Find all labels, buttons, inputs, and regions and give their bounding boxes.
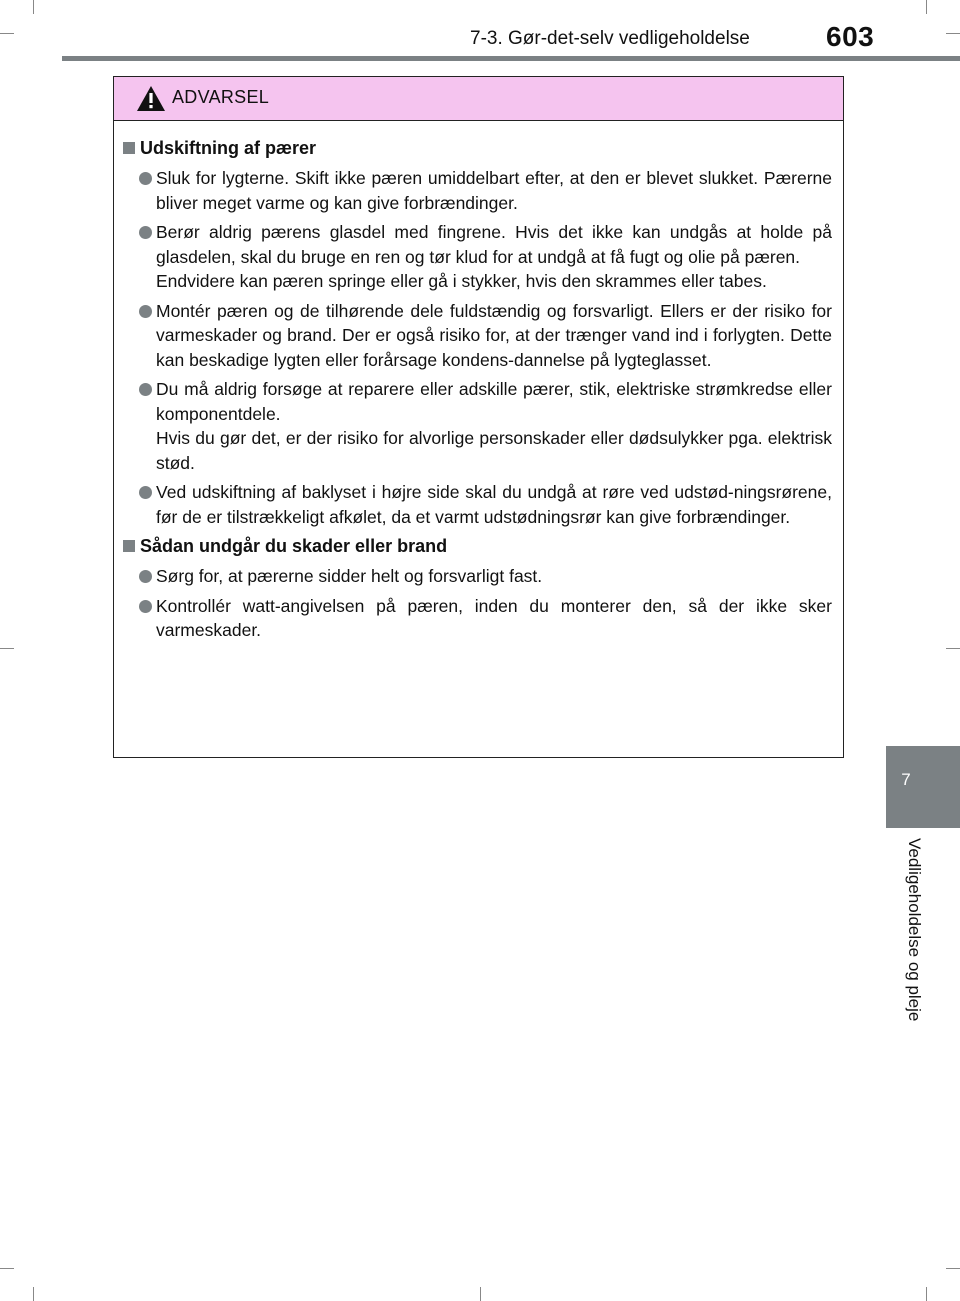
list-item (114, 377, 843, 475)
list-item (114, 220, 843, 294)
section-title: 7-3. Gør-det-selv vedligeholdelse (470, 28, 750, 49)
list-item-text: Berør aldrig pærens glasdel med fingrene. Hvis det ikke kan undgås at holde på glasdelen, skal du bruge en ren og tør klud for at undgå at få fugt og olie på pæren. (156, 222, 832, 267)
list-item-text: Kontrollér watt-angivelsen på pæren, inden du monterer den, så der ikke sker varmeskader. (156, 595, 832, 640)
list-item-text: Du må aldrig forsøge at reparere eller adskille pærer, stik, elektriske strømkredse eller komponentdele. (156, 379, 832, 424)
crop-mark (33, 1287, 34, 1301)
list-item-text: Montér pæren og de tilhørende dele fuldstændig og forsvarligt. Ellers er der risiko for varmeskader og brand. Der er også risiko for, at der trænger vand ind i forlygten. Dette kan beskadige lygten eller forårsage kondens-dannelse på lygteglasset. (156, 300, 832, 370)
crop-mark (0, 648, 14, 649)
header-rule (62, 56, 960, 61)
round-bullet-icon (139, 570, 152, 583)
crop-mark (926, 0, 927, 14)
chapter-number: 7 (901, 770, 911, 789)
crop-mark (946, 1268, 960, 1269)
list-item (114, 564, 843, 589)
crop-mark (946, 33, 960, 34)
round-bullet-icon (139, 172, 152, 185)
crop-mark (0, 1268, 14, 1269)
warning-section (114, 135, 843, 529)
list-item-text: Sørg for, at pærerne sidder helt og forsvarligt fast. (156, 566, 543, 586)
section-heading (114, 135, 843, 161)
warning-header (114, 77, 843, 121)
list-item-text: Endvidere kan pæren springe eller gå i stykker, hvis den skrammes eller tabes. (156, 271, 767, 291)
round-bullet-icon (139, 486, 152, 499)
warning-content (114, 135, 843, 643)
chapter-label: Vedligeholdelse og pleje (905, 838, 924, 1022)
section-heading-text: Udskiftning af pærer (140, 138, 317, 158)
section-heading (114, 533, 843, 559)
page-number: 603 (826, 21, 875, 52)
round-bullet-icon (139, 305, 152, 318)
list-item (114, 480, 843, 529)
warning-triangle-icon (136, 85, 166, 112)
section-heading-text: Sådan undgår du skader eller brand (140, 536, 448, 556)
warning-section (114, 533, 843, 643)
list-item (114, 594, 843, 643)
list-item (114, 166, 843, 215)
crop-mark (926, 1287, 927, 1301)
crop-mark (33, 0, 34, 14)
warning-title: ADVARSEL (172, 87, 270, 107)
list-item-text: Hvis du gør det, er der risiko for alvorlige personskader eller dødsulykker pga. elektrisk stød. (156, 428, 832, 473)
round-bullet-icon (139, 383, 152, 396)
round-bullet-icon (139, 600, 152, 613)
list-item-text: Sluk for lygterne. Skift ikke pæren umiddelbart efter, at den er blevet slukket. Pærerne bliver meget varme og kan give forbrændinger. (156, 168, 832, 213)
square-bullet-icon (123, 142, 135, 154)
crop-mark (480, 1287, 481, 1301)
list-item (114, 299, 843, 373)
round-bullet-icon (139, 226, 152, 239)
list-item-text: Ved udskiftning af baklyset i højre side skal du undgå at røre ved udstød-ningsrørene, før de er tilstrækkeligt afkølet, da et varmt udstødningsrør kan give forbrændinger. (156, 482, 832, 527)
warning-box (113, 76, 844, 758)
crop-mark (946, 648, 960, 649)
square-bullet-icon (123, 540, 135, 552)
crop-mark (0, 33, 14, 34)
chapter-tab (886, 746, 960, 828)
